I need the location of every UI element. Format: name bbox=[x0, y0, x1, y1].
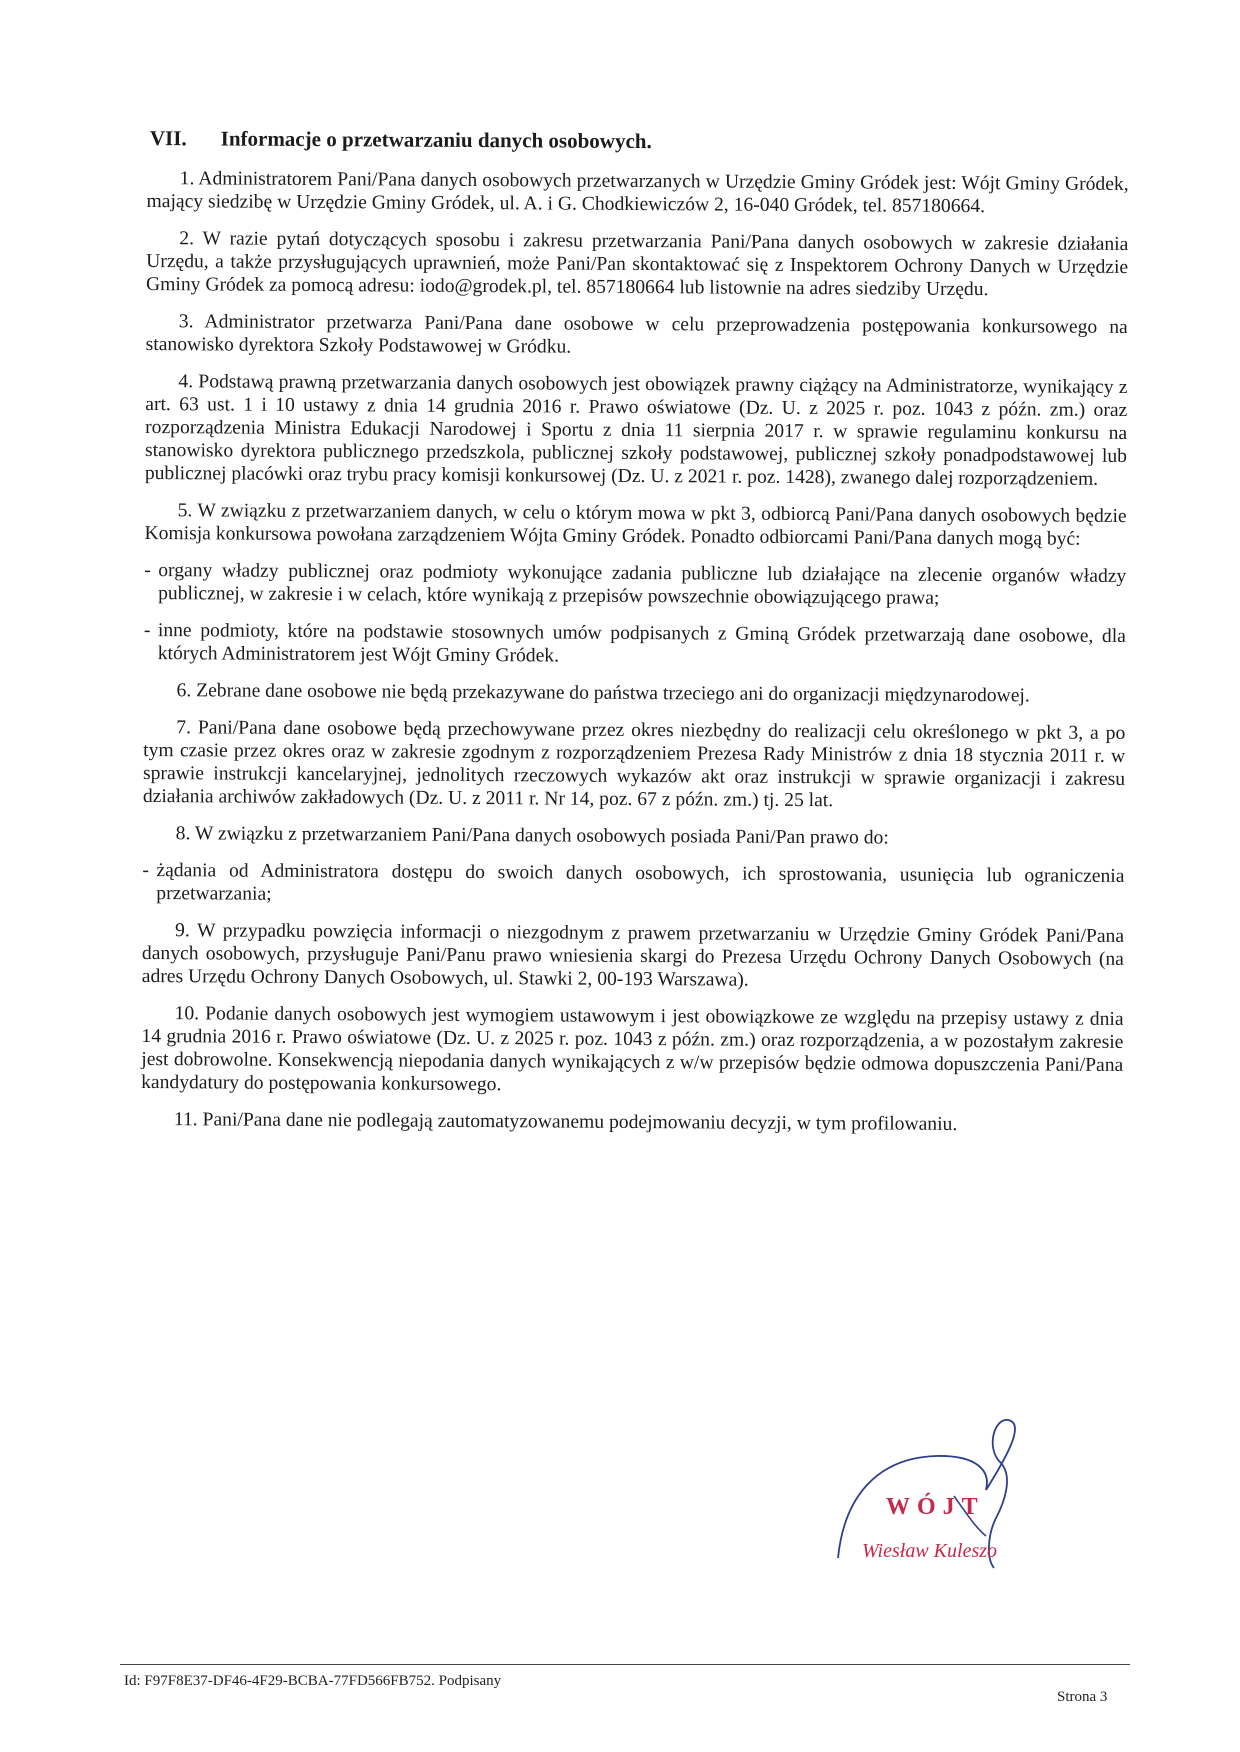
paragraph-6: 6. Zebrane dane osobowe nie będą przekazywane do państwa trzeciego ani do organizacji międzynarodowej. bbox=[176, 680, 1030, 707]
paragraph-11: 11. Pani/Pana dane nie podlegają zautomatyzowanemu podejmowaniu decyzji, w tym profilowaniu. bbox=[173, 1109, 958, 1135]
paragraph-1: 1. Administratorem Pani/Pana danych osobowych przetwarzanych w Urzędzie Gminy Gródek jest: Wójt Gminy Gródek, mający siedzibę w Urzędzie Gminy Gródek, ul. A. i G. Chodkiewiczów 2, 16-040 Gródek, tel. 857180664. bbox=[146, 168, 1129, 218]
signature-stamp bbox=[836, 1418, 1046, 1588]
list-item bbox=[144, 559, 1126, 611]
section-title: Informacje o przetwarzaniu danych osobowych. bbox=[220, 126, 652, 154]
list-item bbox=[142, 859, 1124, 911]
paragraph-4: 4. Podstawą prawną przetwarzania danych osobowych jest obowiązek prawny ciążący na Administratorze, wynikający z art. 63 ust. 1 i 10 ustawy z dnia 14 grudnia 2016 r. Prawo oświatowe (Dz. U. z 2025 r. poz. 1043 z późn. zm.) oraz rozporządzenia Ministra Edukacji Narodowej i Sportu z dnia 11 sierpnia 2017 r. w sprawie regulaminu konkursu na stanowisko dyrektora publicznego przedszkola, publicznej szkoły podstawowej, publicznej szkoły ponadpodstawowej lub publicznej placówki oraz trybu pracy komisji konkursowej (Dz. U. z 2021 r. poz. 1428), zwanego dalej rozporządzeniem. bbox=[144, 371, 1128, 490]
stamp-title: WÓJT bbox=[886, 1494, 985, 1520]
page-number: Strona 3 bbox=[1057, 1689, 1108, 1705]
paragraph-3: 3. Administrator przetwarza Pani/Pana dane osobowe w celu przeprowadzenia postępowania konkursowego na stanowisko dyrektora Szkoły Podstawowej w Gródku. bbox=[145, 311, 1128, 358]
stamp-name: Wiesław Kuleszo bbox=[862, 1540, 998, 1562]
paragraph-9: 9. W przypadku powzięcia informacji o niezgodnym z prawem przetwarzaniu w Urzędzie Gminy Gródek Pani/Pana danych osobowych, przysługuje Pani/Panu prawo wniesienia skargi do Prezesa Urzędu Ochrony Danych Osobowych (na adres Urzędu Ochrony Danych Osobowych, ul. Stawki 2, 00-193 Warszawa). bbox=[141, 920, 1125, 991]
paragraph-8: 8. W związku z przetwarzaniem Pani/Pana danych osobowych posiada Pani/Pan prawo do: bbox=[175, 823, 889, 849]
paragraph-10: 10. Podanie danych osobowych jest wymogiem ustawowym i jest obowiązkowe ze względu na przepisy ustawy z dnia 14 grudnia 2016 r. Prawo oświatowe (Dz. U. z 2025 r. poz. 1043 z późn. zm.) oraz rozporządzenia, a w pozostałym zakresie jest dobrowolne. Konsekwencją niepodania danych wynikających z w/w przepisów będzie odmowa dopuszczenia Pani/Pana kandydatury do postępowania konkursowego. bbox=[141, 1003, 1124, 1096]
section-number: VII. bbox=[149, 126, 187, 151]
dash-marker: - bbox=[142, 859, 150, 882]
list-item-text: organy władzy publicznej oraz podmioty wykonujące zadania publiczne lub działające na zlecenie organów władzy publicznej, w zakresie i w celach, które wynikają z przepisów powszechnie obowiązującego prawa; bbox=[158, 560, 1127, 609]
dash-marker: - bbox=[144, 559, 151, 582]
paragraph-7: 7. Pani/Pana dane osobowe będą przechowywane przez okres niezbędny do realizacji celu określonego w pkt 3, a po tym czasie przez okres oraz w zakresie zgodnym z rozporządzeniem Prezesa Rady Ministrów z dnia 18 stycznia 2011 r. w sprawie instrukcji kancelaryjnej, jednolitych rzeczowych wykazów akt oraz instrukcji w sprawie organizacji i zakresu działania archiwów zakładowych (Dz. U. z 2011 r. Nr 14, poz. 67 z późn. zm.) tj. 25 lat. bbox=[142, 717, 1126, 812]
list-item bbox=[144, 619, 1126, 671]
section-heading bbox=[150, 126, 1129, 157]
dash-marker: - bbox=[143, 619, 151, 642]
list-item-text: inne podmioty, które na podstawie stosownych umów podpisanych z Gminą Gródek przetwarzają dane osobowe, dla których Administratorem jest Wójt Gminy Gródek. bbox=[157, 620, 1126, 667]
document-body bbox=[141, 126, 1129, 1151]
document-id: Id: F97F8E37-DF46-4F29-BCBA-77FD566FB752. Podpisany bbox=[124, 1673, 502, 1689]
paragraph-2: 2. W razie pytań dotyczących sposobu i zakresu przetwarzania Pani/Pana danych osobowych w zakresie działania Urzędu, a także przysługujących uprawnień, może Pani/Pan skontaktować się z Inspektorem Ochrony Danych w Urzędzie Gminy Gródek za pomocą adresu: iodo@grodek.pl, tel. 857180664 lub listownie na adres siedziby Urzędu. bbox=[145, 228, 1129, 301]
footer-divider bbox=[120, 1664, 1130, 1665]
paragraph-5: 5. W związku z przetwarzaniem danych, w celu o którym mowa w pkt 3, odbiorcą Pani/Pana danych osobowych będzie Komisja konkursowa powołana zarządzeniem Wójta Gminy Gródek. Ponadto odbiorcami Pani/Pana danych mogą być: bbox=[144, 500, 1127, 550]
list-item-text: żądania od Administratora dostępu do swoich danych osobowych, ich sprostowania, usunięcia lub ograniczenia przetwarzania; bbox=[156, 860, 1125, 905]
